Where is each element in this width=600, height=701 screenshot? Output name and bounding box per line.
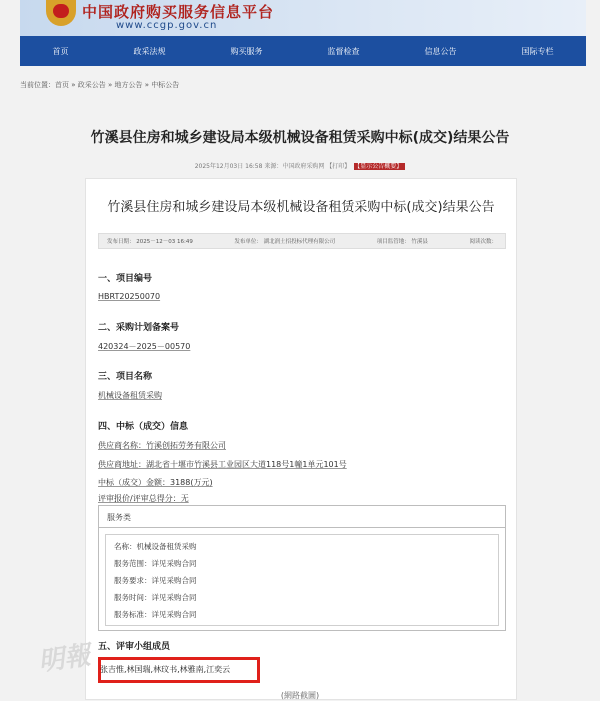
review-score: 评审报价/评审总得分：无 <box>98 494 189 503</box>
project-name: 机械设备租赁采购 <box>98 391 162 400</box>
site-banner <box>20 0 586 36</box>
view-count: 阅读次数： <box>469 239 497 245</box>
award-amount: 中标（成交）金额：3188(万元) <box>98 478 213 487</box>
notice-title: 竹溪县住房和城乡建设局本级机械设备租赁采购中标(成交)结果公告 <box>107 200 495 215</box>
plan-number: 420324－2025－00570 <box>98 342 191 351</box>
section-award-info: 四、中标（成交）信息 <box>98 422 189 432</box>
notice-panel <box>85 178 517 700</box>
main-nav <box>20 36 586 66</box>
notice-info-bar <box>98 233 506 249</box>
national-emblem-icon <box>46 0 76 26</box>
show-summary-button[interactable]: 【显示公告概要】 <box>354 163 405 170</box>
section-review-committee: 五、评审小组成员 <box>98 642 171 652</box>
page-meta <box>0 161 600 170</box>
service-category: 服务类 <box>99 506 505 528</box>
service-row: 名称：机械设备租赁采购 <box>114 542 197 551</box>
service-table <box>98 505 506 631</box>
regulator: 项目监管地： 竹溪县 <box>376 239 428 245</box>
publisher: 发布单位： 湖北润土招投标代理有限公司 <box>234 239 336 245</box>
committee-members: 张吉惟,林国瑞,林玟书,林雅南,江奕云 <box>100 665 231 674</box>
nav-item-regulations[interactable]: 政采法规 <box>133 46 166 56</box>
section-project-name: 三、项目名称 <box>98 372 153 382</box>
service-row: 服务范围：详见采购合同 <box>114 559 197 568</box>
section-plan-number: 二、采购计划备案号 <box>98 323 180 333</box>
service-row: 服务时间：详见采购合同 <box>114 593 197 602</box>
nav-item-announcements[interactable]: 信息公告 <box>424 46 457 56</box>
service-row: 服务标准：详见采购合同 <box>114 610 197 619</box>
breadcrumb[interactable]: 当前位置：首页 » 政采公告 » 地方公告 » 中标公告 <box>20 81 180 89</box>
image-caption: (網路截圖) <box>280 691 320 700</box>
nav-item-purchase-services[interactable]: 购买服务 <box>230 46 263 56</box>
newspaper-watermark: 明報 <box>36 640 93 678</box>
supplier-address: 供应商地址：湖北省十堰市竹溪县工业园区大道118号1幢1单元101号 <box>98 460 347 469</box>
service-row: 服务要求：详见采购合同 <box>114 576 197 585</box>
publish-date: 发布日期： 2025－12－03 16:49 <box>107 239 193 245</box>
nav-item-home[interactable]: 首页 <box>52 46 69 56</box>
page-title: 竹溪县住房和城乡建设局本级机械设备租赁采购中标(成交)结果公告 <box>90 130 510 146</box>
site-title: 中国政府购买服务信息平台 <box>82 3 275 21</box>
section-project-number: 一、项目编号 <box>98 274 153 284</box>
project-number: HBRT20250070 <box>98 292 161 301</box>
service-details <box>105 534 499 626</box>
site-url[interactable]: www.ccgp.gov.cn <box>116 20 218 31</box>
meta-text: 2025年12月03日 16:58 来源：中国政府采购网 【打印】 <box>194 163 351 170</box>
supplier-name: 供应商名称：竹溪创拓劳务有限公司 <box>98 441 226 450</box>
nav-item-international[interactable]: 国际专栏 <box>521 46 554 56</box>
nav-item-supervision[interactable]: 监督检查 <box>327 46 360 56</box>
